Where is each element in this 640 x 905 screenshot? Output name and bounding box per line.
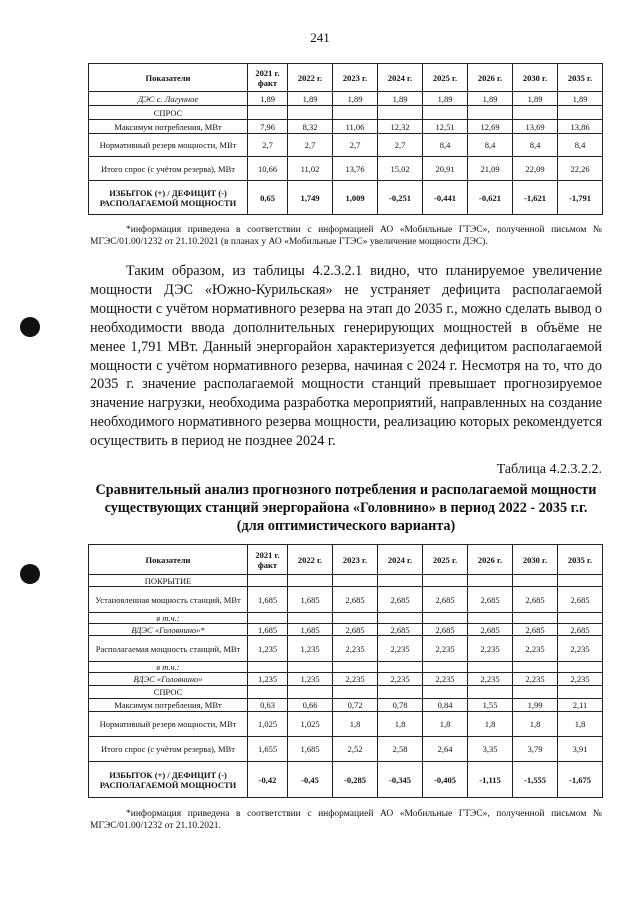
cell: -0,345 [378,762,423,798]
section-label: СПРОС [89,686,248,699]
cell: 2,235 [333,673,378,686]
row-label: ИЗБЫТОК (+) / ДЕФИЦИТ (-) РАСПОЛАГАЕМОЙ МОЩНОСТИ [89,762,248,798]
cell: -1,675 [558,762,603,798]
row-label: ВДЭС «Головнино»* [89,624,248,636]
cell: 0,63 [248,699,288,712]
cell: 1,235 [248,636,288,662]
cell: 2,52 [333,737,378,762]
cell: 1,8 [558,712,603,737]
cell: 8,4 [513,134,558,157]
table-2 [88,544,603,798]
table-number-label: Таблица 4.2.3.2.2. [496,462,602,477]
header-cell: 2035 г. [558,64,603,92]
cell: 10,66 [248,157,288,181]
cell: 2,7 [333,134,378,157]
row-label: Установленная мощность станций, МВт [89,587,248,613]
section-row [89,686,603,699]
header-cell: 2023 г. [333,545,378,575]
cell: 12,32 [378,120,423,134]
row-label: Располагаемая мощность станций, МВт [89,636,248,662]
header-cell: 2024 г. [378,545,423,575]
cell: 2,685 [333,587,378,613]
table-row [89,636,603,662]
cell: -1,115 [468,762,513,798]
cell: 1,685 [248,624,288,636]
cell: 1,749 [288,181,333,215]
header-cell: 2026 г. [468,545,513,575]
cell: 13,86 [558,120,603,134]
cell: 7,96 [248,120,288,134]
cell: 2,685 [423,624,468,636]
header-cell: 2021 г. факт [248,545,288,575]
subheading-label: в т.ч.: [89,662,248,673]
cell: -1,555 [513,762,558,798]
header-cell: 2022 г. [288,545,333,575]
page-number: 241 [310,30,330,45]
cell: 0,78 [378,699,423,712]
cell: 2,685 [558,624,603,636]
cell: 20,91 [423,157,468,181]
cell: 1,235 [288,636,333,662]
header-cell: 2035 г. [558,545,603,575]
header-cell: Показатели [89,64,248,92]
cell: -0,621 [468,181,513,215]
row-label: Нормативный резерв мощности, МВт [89,134,248,157]
header-cell: 2023 г. [333,64,378,92]
cell: 0,84 [423,699,468,712]
cell: 1,025 [288,712,333,737]
cell: 2,235 [513,636,558,662]
cell: 1,99 [513,699,558,712]
cell: 1,89 [378,92,423,106]
cell: 8,4 [468,134,513,157]
cell: 13,76 [333,157,378,181]
cell: 2,7 [288,134,333,157]
cell: 1,89 [423,92,468,106]
cell: 1,685 [288,624,333,636]
cell: -1,621 [513,181,558,215]
cell: 1,655 [248,737,288,762]
header-cell: 2021 г. факт [248,64,288,92]
table-row-balance [89,181,603,215]
cell: 2,685 [468,587,513,613]
cell: 2,235 [423,673,468,686]
cell: 8,32 [288,120,333,134]
header-cell: 2025 г. [423,545,468,575]
row-label: Максимум потребления, МВт [89,699,248,712]
cell: 2,685 [333,624,378,636]
header-cell: 2025 г. [423,64,468,92]
table-row-balance [89,762,603,798]
cell: 2,235 [423,636,468,662]
footnote-2: *информация приведена в соответствии с информацией АО «Мобильные ГТЭС», полученной письмом № МГЭС/01.00/1232 от 21.10.2021. [90,809,602,831]
cell: 2,235 [558,673,603,686]
cell: 1,8 [423,712,468,737]
cell: 2,58 [378,737,423,762]
cell: 1,55 [468,699,513,712]
header-cell: 2026 г. [468,64,513,92]
cell: 2,685 [423,587,468,613]
row-label: Нормативный резерв мощности, МВт [89,712,248,737]
table-row [89,157,603,181]
footnote-1: *информация приведена в соответствии с информацией АО «Мобильные ГТЭС», полученной письмом № МГЭС/01.00/1232 от 21.10.2021 (в планах у АО «Мобильные ГТЭС» увеличение мощности ДЭС). [90,225,602,247]
header-cell: 2030 г. [513,545,558,575]
subheading-row [89,613,603,624]
row-label: Итого спрос (с учётом резерва), МВт [89,157,248,181]
cell: 2,685 [558,587,603,613]
cell: 2,235 [378,673,423,686]
cell: 12,51 [423,120,468,134]
subheading-label: в т.ч.: [89,613,248,624]
cell: 1,8 [378,712,423,737]
table-row [89,134,603,157]
row-label: ДЭС с. Лагунное [89,92,248,106]
cell: 2,235 [378,636,423,662]
table-row [89,120,603,134]
cell: 2,685 [513,624,558,636]
cell: -0,405 [423,762,468,798]
table-row [89,712,603,737]
cell: 0,65 [248,181,288,215]
cell: 0,66 [288,699,333,712]
table-row [89,737,603,762]
header-cell: 2030 г. [513,64,558,92]
section-row [89,575,603,587]
table-title: Сравнительный анализ прогнозного потребления и располагаемой мощности существующих станций энергорайона «Головнино» в период 2022 - 2035 г.г. (для оптимистического варианта) [95,482,597,534]
cell: 12,69 [468,120,513,134]
section-row [89,106,603,120]
cell: 2,64 [423,737,468,762]
cell: 11,06 [333,120,378,134]
cell: -0,251 [378,181,423,215]
cell: 1,685 [288,737,333,762]
row-label: ИЗБЫТОК (+) / ДЕФИЦИТ (-) РАСПОЛАГАЕМОЙ МОЩНОСТИ [89,181,248,215]
table-row [89,699,603,712]
binder-hole [20,317,40,337]
cell: 2,11 [558,699,603,712]
section-label: СПРОС [89,106,248,120]
header-cell: Показатели [89,545,248,575]
cell: 3,79 [513,737,558,762]
cell: 2,235 [513,673,558,686]
table-row [89,587,603,613]
cell: 1,8 [333,712,378,737]
table-1 [88,63,603,215]
cell: -1,791 [558,181,603,215]
cell: 8,4 [423,134,468,157]
cell: 2,685 [468,624,513,636]
cell: 0,72 [333,699,378,712]
row-label: ВДЭС «Головнино» [89,673,248,686]
cell: 2,685 [378,624,423,636]
header-cell: 2024 г. [378,64,423,92]
cell: 2,235 [468,673,513,686]
cell: 1,685 [288,587,333,613]
cell: 1,89 [513,92,558,106]
cell: 1,89 [288,92,333,106]
cell: 2,235 [558,636,603,662]
cell: 1,8 [513,712,558,737]
cell: 15,02 [378,157,423,181]
cell: 1,89 [468,92,513,106]
cell: 1,235 [248,673,288,686]
section-label: ПОКРЫТИЕ [89,575,248,587]
cell: 1,8 [468,712,513,737]
table-row [89,673,603,686]
cell: 3,35 [468,737,513,762]
cell: 1,685 [248,587,288,613]
cell: -0,45 [288,762,333,798]
row-label: Итого спрос (с учётом резерва), МВт [89,737,248,762]
cell: 1,235 [288,673,333,686]
cell: 2,685 [513,587,558,613]
cell: 2,235 [468,636,513,662]
cell: 21,09 [468,157,513,181]
header-cell: 2022 г. [288,64,333,92]
cell: 2,7 [248,134,288,157]
cell: -0,42 [248,762,288,798]
table-header [89,545,603,575]
table-row [89,624,603,636]
row-label: Максимум потребления, МВт [89,120,248,134]
cell: -0,441 [423,181,468,215]
cell: 13,69 [513,120,558,134]
cell: 1,009 [333,181,378,215]
cell: 11,02 [288,157,333,181]
cell: 2,235 [333,636,378,662]
cell: 2,685 [378,587,423,613]
cell: 22,26 [558,157,603,181]
cell: 22,09 [513,157,558,181]
table-header [89,64,603,92]
cell: 1,89 [333,92,378,106]
cell: 1,89 [558,92,603,106]
cell: 1,89 [248,92,288,106]
cell: 2,7 [378,134,423,157]
table-row [89,92,603,106]
subheading-row [89,662,603,673]
cell: 8,4 [558,134,603,157]
cell: 3,91 [558,737,603,762]
body-paragraph: Таким образом, из таблицы 4.2.3.2.1 видно, что планируемое увеличение мощности ДЭС «Южно-Курильская» не устраняет дефицита располагаемой мощности с учётом нормативного резерва на этап до 2035 г., можно сделать вывод о необходимости ввода дополнительных генерирующих мощностей в объёме не менее 1,791 МВт. Данный энергорайон характеризуется дефицитом располагаемой мощности с учётом нормативного резерва, начиная с 2024 г. Несмотря на то, что до 2035 г. значение располагаемой мощности станций превышает прогнозируемое значение нагрузки, необходима разработка мероприятий, направленных на создание необходимого нормативного резерва мощности, реализацию которых рекомендуется осуществить в период не позднее 2024 г. [90,263,602,450]
cell: 1,025 [248,712,288,737]
cell: -0,285 [333,762,378,798]
binder-hole [20,564,40,584]
